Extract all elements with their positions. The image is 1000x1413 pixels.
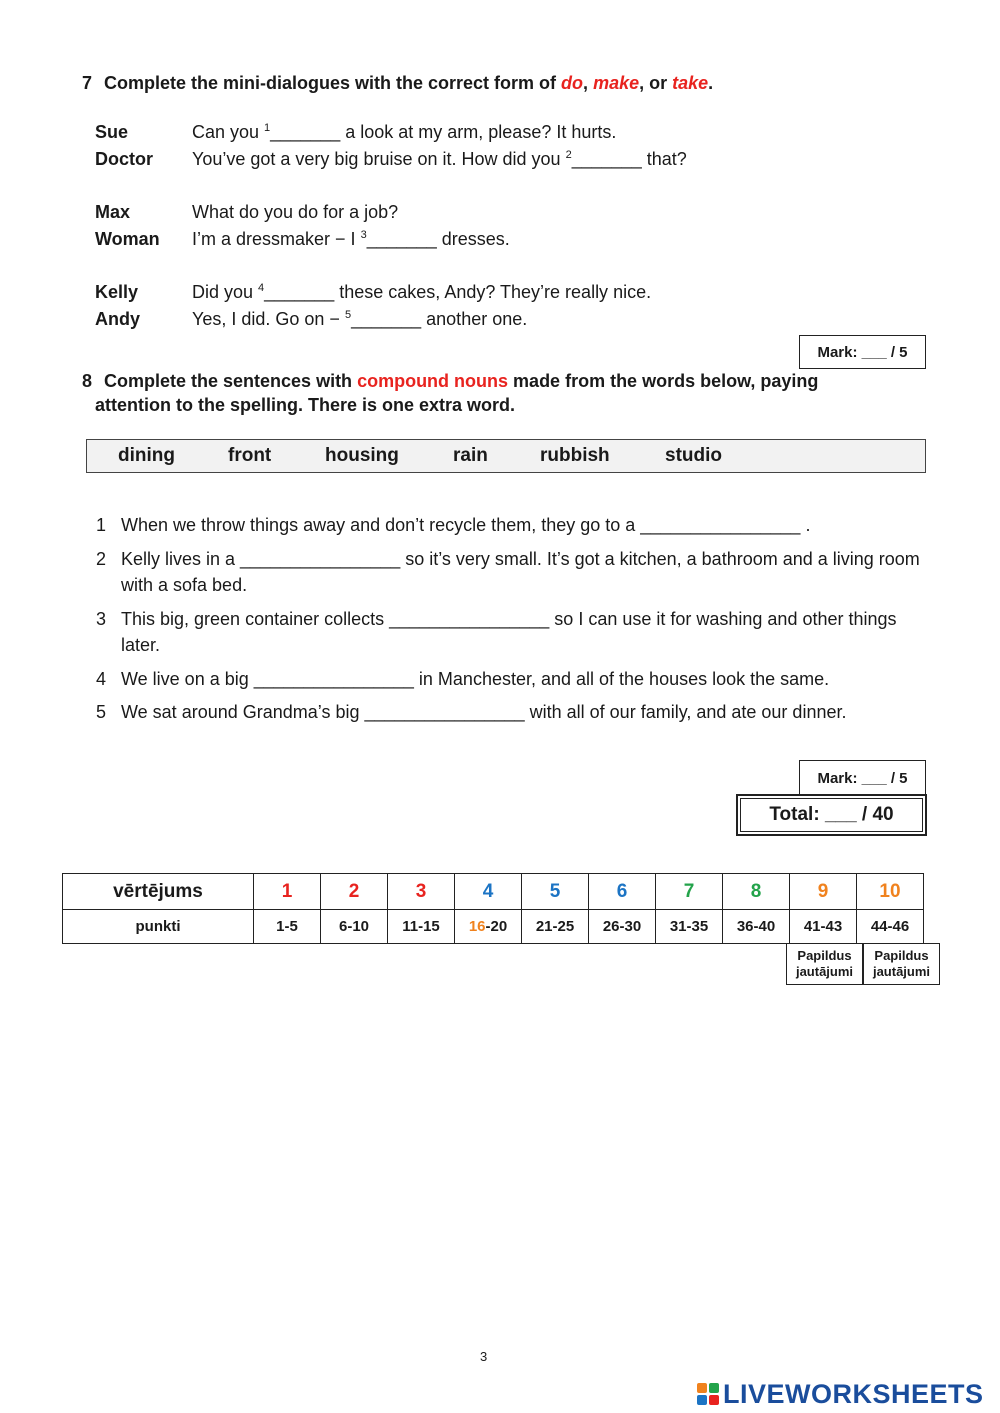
grade-cell: 6 xyxy=(589,874,656,910)
points-cell: 1-5 xyxy=(254,910,321,944)
dialogue-text-after: _______ another one. xyxy=(351,309,528,329)
sentence-2 xyxy=(96,546,926,598)
dialogue-line xyxy=(95,280,651,304)
q7-word-take: take xyxy=(672,73,709,93)
points-row-label: punkti xyxy=(63,910,254,944)
dialogue-text-after: _______ a look at my arm, please? It hurts. xyxy=(270,122,617,142)
q8-title xyxy=(82,370,818,392)
dialogue-text: What do you do for a job? xyxy=(192,202,399,222)
speaker-name: Woman xyxy=(95,229,160,249)
dialogue-line xyxy=(95,120,616,144)
sentence-text: We live on a big ________________ in Manchester, and all of the houses look the same. xyxy=(121,669,830,689)
sentence-5 xyxy=(96,699,926,725)
q8-title-a: Complete the sentences with xyxy=(104,371,358,391)
points-highlight: 16 xyxy=(468,918,486,935)
page-number: 3 xyxy=(480,1349,488,1364)
points-cell: 26-30 xyxy=(589,910,656,944)
grade-cell: 3 xyxy=(388,874,455,910)
dialogue-line xyxy=(95,307,527,331)
dialogue-line xyxy=(95,147,687,171)
gap-number: 2 xyxy=(565,149,572,161)
points-cell xyxy=(455,910,522,944)
q7-mark-box: Mark: ___ / 5 xyxy=(799,335,926,369)
word-item: housing xyxy=(325,445,399,466)
word-item: rain xyxy=(453,445,488,466)
sentence-4 xyxy=(96,666,926,692)
q8-title-compound-nouns: compound nouns xyxy=(357,371,509,391)
speaker-name: Max xyxy=(95,202,131,222)
q7-title-text: Complete the mini-dialogues with the correct form of xyxy=(104,73,562,93)
sentence-number: 5 xyxy=(96,702,107,722)
word-item: rubbish xyxy=(540,445,610,466)
dialogue-text: You’ve got a very big bruise on it. How did you xyxy=(192,149,566,169)
extra-label: Papildus xyxy=(797,948,852,963)
points-rest: -20 xyxy=(485,918,508,935)
dialogue-line xyxy=(95,227,510,251)
word-item: studio xyxy=(665,445,722,466)
gap-number: 3 xyxy=(360,229,367,241)
q8-title-b: made from the words below, paying xyxy=(508,371,819,391)
speaker-name: Sue xyxy=(95,122,129,142)
sentence-number: 2 xyxy=(96,549,107,569)
sentence-number: 1 xyxy=(96,515,107,535)
dialogue-text-after: _______ these cakes, Andy? They’re really nice. xyxy=(264,282,652,302)
sentence-1 xyxy=(96,512,926,538)
grade-row xyxy=(63,874,924,910)
q7-number: 7 xyxy=(82,73,93,93)
dialogue-text: Did you xyxy=(192,282,259,302)
total-box: Total: ___ / 40 xyxy=(736,794,927,836)
speaker-name: Andy xyxy=(95,309,140,329)
sentence-text: This big, green container collects ________________ so I can use it for washing and other things later. xyxy=(121,609,897,655)
points-cell: 21-25 xyxy=(522,910,589,944)
q8-mark-box: Mark: ___ / 5 xyxy=(799,760,926,796)
points-cell: 44-46 xyxy=(857,910,924,944)
speaker-name: Kelly xyxy=(95,282,139,302)
grade-cell: 2 xyxy=(321,874,388,910)
dialogue-text-after: _______ that? xyxy=(571,149,687,169)
extra-label: Papildus xyxy=(874,948,929,963)
word-box xyxy=(86,439,926,473)
sentence-text: When we throw things away and don’t recycle them, they go to a ________________ . xyxy=(121,515,811,535)
points-row xyxy=(63,910,924,944)
word-item: front xyxy=(228,445,272,466)
q7-word-make: make xyxy=(593,73,640,93)
extra-questions-box xyxy=(786,943,863,985)
sentence-number: 3 xyxy=(96,609,107,629)
grade-table xyxy=(62,873,924,944)
dialogue-text: Yes, I did. Go on − xyxy=(192,309,345,329)
points-cell: 41-43 xyxy=(790,910,857,944)
liveworksheets-logo[interactable] xyxy=(697,1378,984,1410)
grade-cell: 5 xyxy=(522,874,589,910)
dialogue-text: Can you xyxy=(192,122,265,142)
q7-sep2: , or xyxy=(639,73,673,93)
liveworksheets-icon xyxy=(697,1383,719,1405)
points-cell: 6-10 xyxy=(321,910,388,944)
q7-title-end: . xyxy=(708,73,714,93)
gap-number: 4 xyxy=(258,282,265,294)
grade-row-label: vērtējums xyxy=(63,874,254,910)
points-cell: 31-35 xyxy=(656,910,723,944)
extra-label: jautājumi xyxy=(795,964,854,979)
speaker-name: Doctor xyxy=(95,149,153,169)
grade-cell: 7 xyxy=(656,874,723,910)
extra-questions-box xyxy=(863,943,940,985)
q8-number: 8 xyxy=(82,371,93,391)
extra-label: jautājumi xyxy=(872,964,931,979)
grade-cell: 8 xyxy=(723,874,790,910)
sentence-3 xyxy=(96,606,926,658)
sentence-number: 4 xyxy=(96,669,107,689)
sentence-text: Kelly lives in a ________________ so it’s very small. It’s got a kitchen, a bathroom and a living room with a sofa bed. xyxy=(121,549,920,595)
grade-cell: 10 xyxy=(857,874,924,910)
brand-name: LIVEWORKSHEETS xyxy=(723,1378,984,1409)
word-item: dining xyxy=(118,445,175,466)
dialogue-text-after: _______ dresses. xyxy=(366,229,510,249)
grade-cell: 4 xyxy=(455,874,522,910)
points-cell: 11-15 xyxy=(388,910,455,944)
q7-word-do: do xyxy=(561,73,584,93)
dialogue-text: I’m a dressmaker − I xyxy=(192,229,361,249)
dialogue-line xyxy=(95,200,398,224)
sentence-text: We sat around Grandma’s big ________________ with all of our family, and ate our dinner. xyxy=(121,702,847,722)
q7-sep1: , xyxy=(583,73,594,93)
q7-title xyxy=(82,72,713,94)
q8-title-line2: attention to the spelling. There is one extra word. xyxy=(95,395,516,415)
gap-number: 5 xyxy=(344,309,352,321)
gap-number: 1 xyxy=(264,122,271,134)
grade-cell: 1 xyxy=(254,874,321,910)
grade-cell: 9 xyxy=(790,874,857,910)
points-cell: 36-40 xyxy=(723,910,790,944)
